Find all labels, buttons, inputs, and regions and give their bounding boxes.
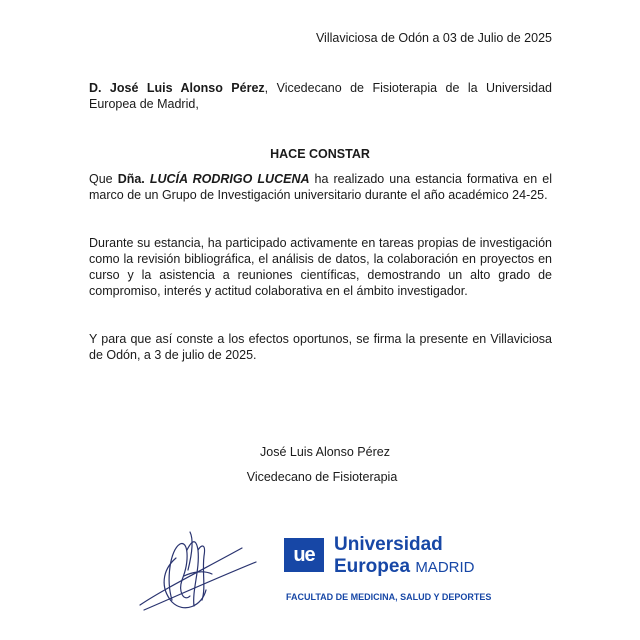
signatory-name: José Luis Alonso Pérez <box>260 445 390 459</box>
certification-text: ha realizado una estancia formativa en el marco de un Grupo de Investigación universitario durante el año académico 24-25. <box>89 172 552 202</box>
honorific: Dña. <box>117 172 150 186</box>
issuer-role-text: , Vicedecano de Fisioterapia de la Universidad Europea de Madrid, <box>89 81 552 111</box>
faculty-name: FACULTAD DE MEDICINA, SALUD Y DEPORTES <box>286 592 492 602</box>
logo-word-madrid: MADRID <box>415 559 475 576</box>
heading-hace-constar: HACE CONSTAR <box>270 147 370 161</box>
activities-paragraph: Durante su estancia, ha participado activamente en tareas propias de investigación como la revisión bibliográfica, el análisis de datos, la colaboración en proyectos en curso y la asistencia a reuniones científicas, demostrando un alto grado de compromiso, interés y actitud colaborativa en el ámbito investigador. <box>89 236 552 298</box>
student-name: LUCÍA RODRIGO LUCENA <box>149 172 310 186</box>
universidad-europea-logo <box>284 532 504 612</box>
ue-mark: ue <box>284 538 324 572</box>
issuer-name: D. José Luis Alonso Pérez <box>89 81 265 95</box>
date-line: Villaviciosa de Odón a 03 de Julio de 2025 <box>315 31 552 45</box>
signatory-title: Vicedecano de Fisioterapia <box>246 470 398 484</box>
logo-line-universidad: Universidad <box>334 534 443 555</box>
que-prefix: Que <box>89 172 118 186</box>
closing-paragraph: Y para que así conste a los efectos oportunos, se firma la presente en Villaviciosa de Odón, a 3 de julio de 2025. <box>89 332 552 362</box>
logo-line-europea <box>334 556 474 578</box>
certification-paragraph <box>89 171 552 203</box>
intro-paragraph <box>89 80 552 112</box>
handwritten-signature <box>132 510 262 630</box>
logo-word-europea: Europea <box>334 556 411 577</box>
